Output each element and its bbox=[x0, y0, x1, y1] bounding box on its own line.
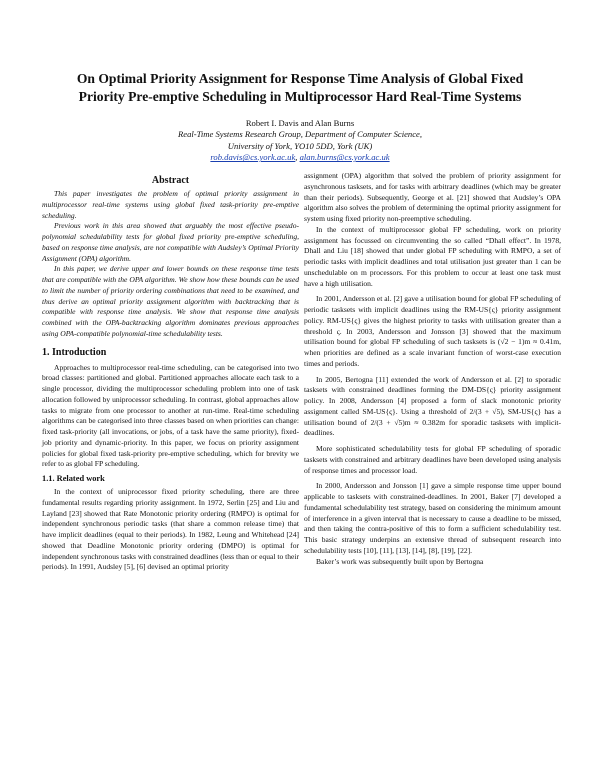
affiliation-line-1: Real-Time Systems Research Group, Department of Computer Science, bbox=[178, 129, 422, 140]
title-line-2: Priority Pre-emptive Scheduling in Multiprocessor Hard Real-Time Systems bbox=[78, 88, 522, 104]
body-paragraph: In 2005, Bertogna [11] extended the work of Andersson et al. [2] to sporadic tasksets with constrained deadlines forming the DM-DS{ς} priority assignment policy. In 2008, Andersson [4] proposed a form of slack monotonic priority assignment called SM-US{ς}. Using a threshold of 2/(3 + √5), SM-US{ς} has a utilisation bound of 2/(3 + √5)m ≈ 0.382m for sporadic tasksets with implicit-deadlines. bbox=[304, 374, 561, 438]
body-paragraph: More sophisticated schedulability tests for global FP scheduling of sporadic tasksets with constrained and arbitrary deadlines have been developed using analysis of response times and processor load. bbox=[304, 444, 561, 475]
abstract-paragraph: This paper investigates the problem of optimal priority assignment in multiprocessor real-time systems using global fixed task-priority pre-emptive scheduling. bbox=[42, 189, 299, 220]
abstract-paragraph: Previous work in this area showed that arguably the most effective pseudo-polynomial schedulability tests for global fixed priority pre-emptive scheduling, based on response time analysis, are not compatible with Audsley’s Optimal Priority Assignment (OPA) algorithm. bbox=[42, 221, 299, 263]
section-heading-introduction: 1. Introduction bbox=[42, 346, 107, 358]
body-paragraph: assignment (OPA) algorithm that solved the problem of priority assignment for asynchronous tasksets, and for tasks with arbitrary deadlines (which may be greater than their periods). Subsequently, George et al. [21] showed that Audsley’s OPA algorithm also solves the problem of determining the optimal priority assignment for system using fixed priority non-preemptive scheduling. bbox=[304, 171, 561, 223]
body-paragraph: In 2001, Andersson et al. [2] gave a utilisation bound for global FP scheduling of periodic tasksets with implicit deadlines using the RM-US{ς} priority assignment policy. RM-US{ς} gives the highest priority to tasks with utilisation greater than a threshold ς. In 2003, Andersson and Jonsson [3] showed that the maximum utilisation bound for global FP scheduling of such tasksets is (√2 − 1)m ≈ 0.41m, when priorities are defined as a scale invariant function of worst-case execution times and periods. bbox=[304, 294, 561, 368]
title-line-1: On Optimal Priority Assignment for Response Time Analysis of Global Fixed bbox=[76, 71, 524, 86]
body-paragraph: Approaches to multiprocessor real-time scheduling, can be categorised into two broad classes: partitioned and global. Partitioned approaches allocate each task to a single processor, dividing the multiprocessor scheduling problem into one of task allocation followed by uniprocessor scheduling. In contrast, global approaches allow tasks to migrate from one processor to another at run-time. Real-time scheduling algorithms can be categorised into three classes based on when priorities can change: fixed task-priority (all invocations, or jobs, of a task have the same priority), fixed-job priority and dynamic-priority. In this paper, we focus on priority assignment policies for global fixed task-priority pre-emptive scheduling, which for brevity we refer to as global FP scheduling. bbox=[42, 362, 299, 469]
right-column bbox=[304, 171, 561, 567]
email-line bbox=[40, 152, 560, 163]
paper-title bbox=[40, 70, 560, 105]
email-link-burns[interactable]: alan.burns@cs.york.ac.uk bbox=[299, 152, 390, 163]
author-names: Robert I. Davis and Alan Burns bbox=[245, 118, 355, 128]
abstract-paragraph: In this paper, we derive upper and lower bounds on these response time tests that are compatible with the OPA algorithm. We show how these bounds can be used to limit the number of priority ordering combinations that need to be examined, and thus derive an optimal priority assignment algorithm with backtracking that is compatible with response time analysis. We show that response time analysis combined with the OPA-backtracking algorithm dominates previous approaches using OPA-compatible polynomial-time schedulability tests. bbox=[42, 264, 299, 338]
abstract-body bbox=[42, 189, 299, 340]
abstract-heading: Abstract bbox=[151, 175, 190, 186]
body-paragraph: In 2000, Andersson and Jonsson [1] gave a simple response time upper bound applicable to tasksets with constrained-deadlines. In 2001, Baker [7] developed a fundamental schedulability test strategy, based on considering the minimum amount of interference in a given interval that is necessary to cause a deadline to be missed, and then taking the contra-positive of this to form a sufficient schedulability test. This basic strategy underpins an extensive thread of subsequent research into schedulability tests [10], [11], [13], [14], [8], [19], [22]. bbox=[304, 481, 561, 555]
affiliation-line-2: University of York, YO10 5DD, York (UK) bbox=[227, 140, 373, 151]
body-paragraph: In the context of multiprocessor global FP scheduling, work on priority assignment has focussed on circumventing the so called “Dhall effect”. In 1978, Dhall and Liu [18] showed that under global FP scheduling with RMPO, a set of periodic tasks with implicit deadlines and total utilisation just greater than 1 can be unschedulable on m processors. For this problem to occur at least one task must have a high utilisation. bbox=[304, 224, 561, 288]
body-paragraph: In the context of uniprocessor fixed priority scheduling, there are three fundamental results regarding priority assignment. In 1972, Serlin [25] and Liu and Layland [23] showed that Rate Monotonic priority ordering (RMPO) is optimal for independent synchronous periodic tasks (that share a common release time) that have implicit deadlines (equal to their periods). In 1982, Leung and Whitehead [24] showed that Deadline Monotonic priority ordering (DMPO) is optimal for independent synchronous tasks with constrained deadlines (less than or equal to their periods). In 1991, Audsley [5], [6] devised an optimal priority bbox=[42, 487, 299, 572]
left-column bbox=[42, 175, 299, 573]
email-separator: , bbox=[295, 152, 300, 163]
body-paragraph: Baker’s work was subsequently built upon by Bertogna bbox=[316, 556, 484, 566]
subsection-heading-related-work: 1.1. Related work bbox=[42, 474, 105, 483]
email-link-davis[interactable]: rob.davis@cs.york.ac.uk bbox=[210, 152, 296, 163]
author-block bbox=[40, 118, 560, 164]
